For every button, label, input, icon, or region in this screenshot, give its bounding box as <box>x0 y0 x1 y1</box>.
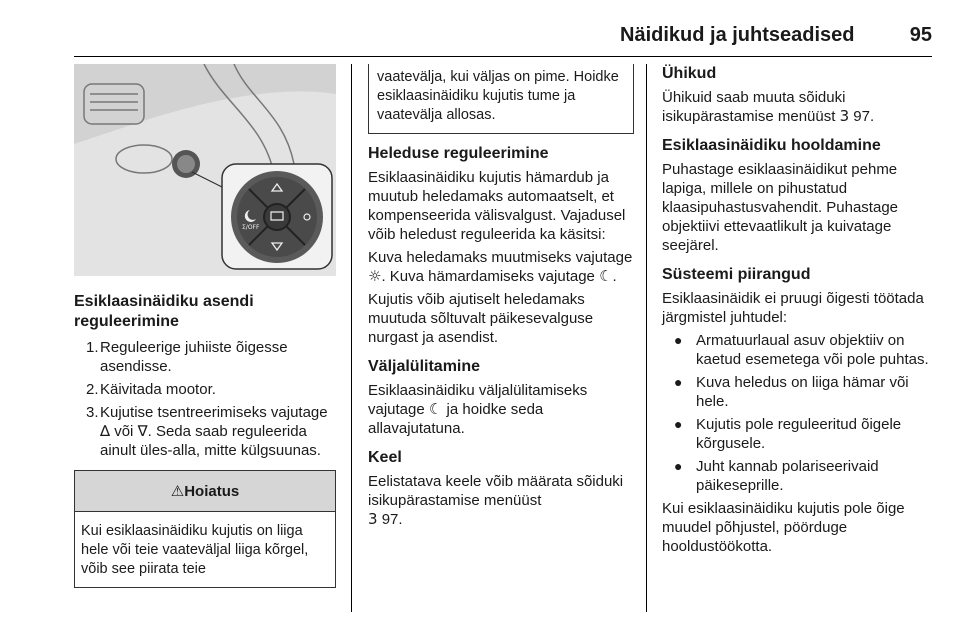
moon-icon: ☾ <box>428 400 443 418</box>
bullet-icon: ● <box>674 374 683 390</box>
switch-off-paragraph: Esiklaasinäidiku väljalülitamiseks vajutage ☾ ja hoidke seda allavajutatuna. <box>368 382 588 437</box>
column-divider-1 <box>351 64 352 612</box>
bullet-icon: ● <box>674 332 683 348</box>
bullet-icon: ● <box>674 416 683 432</box>
header-rule <box>74 56 932 57</box>
hud-controls-illustration <box>74 64 336 276</box>
final-paragraph: Kui esiklaasinäidiku kujutis pole õige muudel põhjustel, pöörduge hooldustöökotta. <box>662 500 905 555</box>
svg-text:Σ/OFF: Σ/OFF <box>242 224 260 231</box>
column-divider-2 <box>646 64 647 612</box>
sun-icon: ☼ <box>368 267 382 285</box>
warning-text-continued: vaatevälja, kui väljas on pime. Hoidke esiklaasinäidiku kujutis tume ja vaatevälja allosas. <box>377 69 619 123</box>
list-item: ● Armatuurlaual asuv objektiiv on kaetud esemetega või pole puhtas. <box>674 332 929 368</box>
section-title-care: Esiklaasinäidiku hooldamine <box>662 137 881 154</box>
page-reference-icon: 3 <box>839 107 850 125</box>
down-arrow-icon: ∇ <box>137 422 148 440</box>
warning-icon: ⚠ <box>170 481 185 500</box>
column-2 <box>368 64 634 529</box>
list-item: ● Kujutis pole reguleeritud õigele kõrgusele. <box>674 416 902 452</box>
step-item: 2. Käivitada mootor. <box>86 381 216 398</box>
warning-box <box>74 470 336 588</box>
warning-text: Kui esiklaasinäidiku kujutis on liiga hele või teie vaateväljal liiga kõrgel, võib see piirata teie <box>81 523 309 577</box>
limits-list <box>662 331 932 495</box>
moon-icon: ☾ <box>599 267 613 285</box>
step-item: 3. Kujutise tsentreerimiseks vajutage ∆ või ∇. Seda saab reguleerida ainult üles-alla, mitte külgsuunas. <box>86 404 328 459</box>
adjust-steps-list <box>74 338 336 460</box>
page-number: 95 <box>909 24 932 46</box>
section-title-limits: Süsteemi piirangud <box>662 266 811 283</box>
units-paragraph: Ühikuid saab muuta sõiduki isikupärastamise menüüst 3 97. <box>662 89 875 125</box>
bullet-icon: ● <box>674 458 683 474</box>
dashboard-drawing <box>74 64 336 276</box>
page-header-title: Näidikud ja juhtseadised <box>620 24 855 46</box>
section-title-brightness: Heleduse reguleerimine <box>368 145 549 162</box>
step-item: 1. Reguleerige juhiiste õigesse asendisse. <box>86 339 288 375</box>
section-title-units: Ühikud <box>662 65 717 82</box>
column-3 <box>662 64 932 556</box>
section-title-switch-off: Väljalülitamine <box>368 358 481 375</box>
page-reference-icon: 3 <box>368 510 378 528</box>
limits-paragraph: Esiklaasinäidik ei pruugi õigesti töötada järgmistel juhtudel: <box>662 290 924 326</box>
section-title-adjust-position: Esiklaasinäidiku asendi reguleerimine <box>74 293 254 330</box>
warning-header: ⚠ Hoiatus <box>75 471 335 512</box>
column-1 <box>74 64 336 588</box>
brightness-paragraph-1: Esiklaasinäidiku kujutis hämardub ja muutub heledamaks automaatselt, et kompenseerida välisvalgust. Vajadusel võib heledust reguleerida ka käsitsi: <box>368 169 626 243</box>
brightness-paragraph-3: Kujutis võib ajutiselt heledamaks muutuda sõltuvalt päikesevalguse nurgast ja asendist. <box>368 291 594 346</box>
warning-box-continued <box>368 64 634 134</box>
care-paragraph: Puhastage esiklaasinäidikut pehme lapiga, millele on pihustatud klaasipuhastusvahendit. Puhastage objektiivi ettevaatlikult ja kuivatage seejärel. <box>662 161 899 254</box>
section-title-language: Keel <box>368 449 402 466</box>
up-arrow-icon: ∆ <box>100 422 111 440</box>
list-item: ● Juht kannab polariseerivaid päikeseprille. <box>674 458 879 494</box>
brightness-paragraph-2: Kuva heledamaks muutmiseks vajutage ☼. Kuva hämardamiseks vajutage ☾. <box>368 249 633 285</box>
language-paragraph: Eelistatava keele võib määrata sõiduki isikupärastamise menüüst 3 97. <box>368 473 624 528</box>
list-item: ● Kuva heledus on liiga hämar või hele. <box>674 374 909 410</box>
